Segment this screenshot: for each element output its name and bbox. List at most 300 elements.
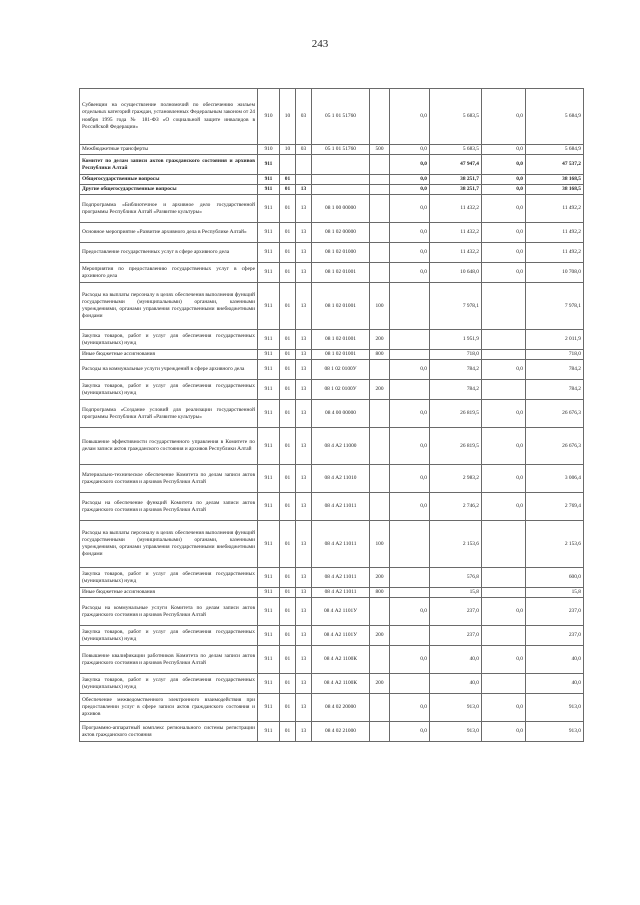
amount-cell-3: 0,0 <box>482 722 526 742</box>
amount-cell-2: 2 983,2 <box>430 465 482 493</box>
section-code-cell: 01 <box>280 598 296 626</box>
target-article-cell: 08 1 02 00000 <box>312 223 370 243</box>
target-article-cell: 08 4 А2 1101У <box>312 598 370 626</box>
amount-cell-2: 784,2 <box>430 360 482 380</box>
expense-type-cell <box>370 428 390 465</box>
section-code-cell: 01 <box>280 283 296 330</box>
amount-cell-3 <box>482 330 526 350</box>
subsection-code-cell: 13 <box>296 400 312 428</box>
expense-type-cell <box>370 223 390 243</box>
row-name-cell: Другие общегосударственные вопросы <box>80 185 258 195</box>
row-name-cell: Расходы на коммунальные услуги Комитета по делам записи актов гражданского состояния и архивов Республики Алтай <box>80 598 258 626</box>
expense-type-cell: 100 <box>370 283 390 330</box>
target-article-cell <box>312 185 370 195</box>
subsection-code-cell: 13 <box>296 568 312 588</box>
amount-cell-3 <box>482 626 526 646</box>
target-article-cell: 08 4 А2 11011 <box>312 521 370 568</box>
target-article-cell: 08 4 А2 1100К <box>312 674 370 694</box>
target-article-cell: 05 1 01 51760 <box>312 145 370 155</box>
amount-cell-4: 5 684,9 <box>526 89 584 145</box>
section-code-cell: 01 <box>280 646 296 674</box>
amount-cell-2: 11 432,2 <box>430 243 482 263</box>
amount-cell-2: 5 683,5 <box>430 89 482 145</box>
subsection-code-cell: 13 <box>296 588 312 598</box>
expense-type-cell: 800 <box>370 350 390 360</box>
subsection-code-cell: 13 <box>296 722 312 742</box>
section-code-cell: 01 <box>280 722 296 742</box>
amount-cell-4: 3 006,4 <box>526 465 584 493</box>
grbs-code-cell: 911 <box>258 598 280 626</box>
budget-table <box>79 88 584 742</box>
amount-cell-3: 0,0 <box>482 493 526 521</box>
amount-cell-1 <box>390 380 430 400</box>
amount-cell-2: 47 947,4 <box>430 155 482 175</box>
grbs-code-cell: 911 <box>258 428 280 465</box>
amount-cell-2: 913,0 <box>430 722 482 742</box>
target-article-cell: 08 1 02 0100У <box>312 380 370 400</box>
table-row <box>80 493 584 521</box>
target-article-cell: 08 1 02 0100У <box>312 360 370 380</box>
table-row <box>80 223 584 243</box>
amount-cell-1 <box>390 588 430 598</box>
target-article-cell: 08 4 А2 11011 <box>312 588 370 598</box>
amount-cell-3: 0,0 <box>482 195 526 223</box>
section-code-cell: 01 <box>280 360 296 380</box>
row-name-cell: Программно-аппаратный комплекс регионального системы регистрации актов гражданского состояния <box>80 722 258 742</box>
section-code-cell: 01 <box>280 350 296 360</box>
grbs-code-cell: 911 <box>258 185 280 195</box>
table-row <box>80 89 584 145</box>
amount-cell-3 <box>482 568 526 588</box>
amount-cell-1: 0,0 <box>390 175 430 185</box>
amount-cell-4: 913,0 <box>526 694 584 722</box>
amount-cell-1: 0,0 <box>390 243 430 263</box>
expense-type-cell <box>370 89 390 145</box>
table-row <box>80 185 584 195</box>
subsection-code-cell: 13 <box>296 360 312 380</box>
amount-cell-2: 784,2 <box>430 380 482 400</box>
expense-type-cell: 200 <box>370 330 390 350</box>
amount-cell-2: 11 432,2 <box>430 195 482 223</box>
amount-cell-3 <box>482 521 526 568</box>
amount-cell-3: 0,0 <box>482 243 526 263</box>
grbs-code-cell: 911 <box>258 588 280 598</box>
section-code-cell: 01 <box>280 330 296 350</box>
subsection-code-cell: 13 <box>296 674 312 694</box>
target-article-cell: 08 1 02 01001 <box>312 330 370 350</box>
amount-cell-1: 0,0 <box>390 155 430 175</box>
section-code-cell: 01 <box>280 568 296 588</box>
subsection-code-cell: 03 <box>296 89 312 145</box>
subsection-code-cell: 13 <box>296 380 312 400</box>
table-row <box>80 694 584 722</box>
amount-cell-2: 237,0 <box>430 626 482 646</box>
table-row <box>80 674 584 694</box>
section-code-cell: 01 <box>280 626 296 646</box>
row-name-cell: Подпрограмма «Создание условий для реализации государственной программы Республики Алтай «Развитие культуры» <box>80 400 258 428</box>
amount-cell-2: 237,0 <box>430 598 482 626</box>
grbs-code-cell: 911 <box>258 694 280 722</box>
amount-cell-2: 1 951,9 <box>430 330 482 350</box>
amount-cell-4: 237,0 <box>526 626 584 646</box>
grbs-code-cell: 911 <box>258 155 280 175</box>
subsection-code-cell <box>296 155 312 175</box>
section-code-cell: 01 <box>280 195 296 223</box>
expense-type-cell <box>370 598 390 626</box>
amount-cell-4: 5 684,9 <box>526 145 584 155</box>
grbs-code-cell: 911 <box>258 283 280 330</box>
grbs-code-cell: 911 <box>258 263 280 283</box>
expense-type-cell <box>370 722 390 742</box>
grbs-code-cell: 911 <box>258 722 280 742</box>
section-code-cell: 01 <box>280 694 296 722</box>
amount-cell-1: 0,0 <box>390 694 430 722</box>
amount-cell-4: 237,0 <box>526 598 584 626</box>
amount-cell-1: 0,0 <box>390 185 430 195</box>
table-row <box>80 380 584 400</box>
section-code-cell: 01 <box>280 175 296 185</box>
grbs-code-cell: 911 <box>258 521 280 568</box>
amount-cell-3: 0,0 <box>482 694 526 722</box>
grbs-code-cell: 911 <box>258 175 280 185</box>
subsection-code-cell: 13 <box>296 283 312 330</box>
expense-type-cell <box>370 155 390 175</box>
amount-cell-1: 0,0 <box>390 722 430 742</box>
row-name-cell: Расходы на выплаты персоналу в целях обеспечения выполнения функций государственными (муниципальными) органами, казенными учреждениями, органами управления государственными внебюджетными фондами <box>80 521 258 568</box>
amount-cell-4: 600,0 <box>526 568 584 588</box>
grbs-code-cell: 910 <box>258 89 280 145</box>
row-name-cell: Расходы на выплаты персоналу в целях обеспечения выполнения функций государственными (муниципальными) органами, казенными учреждениями, органами управления государственными внебюджетными фондами <box>80 283 258 330</box>
subsection-code-cell: 13 <box>296 185 312 195</box>
row-name-cell: Межбюджетные трансферты <box>80 145 258 155</box>
amount-cell-4: 784,2 <box>526 380 584 400</box>
target-article-cell: 08 1 02 01001 <box>312 283 370 330</box>
section-code-cell: 01 <box>280 428 296 465</box>
amount-cell-2: 38 251,7 <box>430 175 482 185</box>
amount-cell-3: 0,0 <box>482 428 526 465</box>
amount-cell-1 <box>390 568 430 588</box>
expense-type-cell: 800 <box>370 588 390 598</box>
section-code-cell: 01 <box>280 521 296 568</box>
table-row <box>80 330 584 350</box>
expense-type-cell <box>370 465 390 493</box>
table-row <box>80 626 584 646</box>
expense-type-cell <box>370 646 390 674</box>
table-row <box>80 400 584 428</box>
amount-cell-3: 0,0 <box>482 263 526 283</box>
table-row <box>80 598 584 626</box>
amount-cell-3: 0,0 <box>482 185 526 195</box>
grbs-code-cell: 911 <box>258 674 280 694</box>
amount-cell-4: 2 769,4 <box>526 493 584 521</box>
amount-cell-4: 15,8 <box>526 588 584 598</box>
target-article-cell: 08 4 А2 11011 <box>312 568 370 588</box>
expense-type-cell: 500 <box>370 145 390 155</box>
amount-cell-3: 0,0 <box>482 175 526 185</box>
page-number: 243 <box>311 38 329 50</box>
subsection-code-cell: 03 <box>296 145 312 155</box>
table-row <box>80 722 584 742</box>
expense-type-cell: 200 <box>370 674 390 694</box>
target-article-cell: 08 1 02 01001 <box>312 350 370 360</box>
amount-cell-3: 0,0 <box>482 646 526 674</box>
target-article-cell: 08 4 А2 1101У <box>312 626 370 646</box>
table-row <box>80 155 584 175</box>
amount-cell-4: 784,2 <box>526 360 584 380</box>
amount-cell-4: 26 676,3 <box>526 400 584 428</box>
grbs-code-cell: 911 <box>258 350 280 360</box>
amount-cell-1: 0,0 <box>390 145 430 155</box>
expense-type-cell: 200 <box>370 380 390 400</box>
expense-type-cell: 100 <box>370 521 390 568</box>
row-name-cell: Основное мероприятие «Развитие архивного дела в Республике Алтай» <box>80 223 258 243</box>
expense-type-cell <box>370 185 390 195</box>
grbs-code-cell: 911 <box>258 223 280 243</box>
target-article-cell: 05 1 01 51760 <box>312 89 370 145</box>
table-row <box>80 568 584 588</box>
grbs-code-cell: 911 <box>258 360 280 380</box>
section-code-cell: 01 <box>280 674 296 694</box>
section-code-cell: 10 <box>280 145 296 155</box>
amount-cell-3 <box>482 380 526 400</box>
amount-cell-2: 26 819,5 <box>430 428 482 465</box>
section-code-cell: 10 <box>280 89 296 145</box>
target-article-cell: 08 4 А2 1100К <box>312 646 370 674</box>
amount-cell-3: 0,0 <box>482 155 526 175</box>
table-row <box>80 428 584 465</box>
amount-cell-4: 11 492,2 <box>526 223 584 243</box>
expense-type-cell <box>370 493 390 521</box>
section-code-cell: 01 <box>280 223 296 243</box>
grbs-code-cell: 911 <box>258 568 280 588</box>
section-code-cell: 01 <box>280 185 296 195</box>
amount-cell-1 <box>390 626 430 646</box>
amount-cell-2: 26 819,5 <box>430 400 482 428</box>
table-row <box>80 175 584 185</box>
amount-cell-1: 0,0 <box>390 598 430 626</box>
target-article-cell: 08 4 А2 11000 <box>312 428 370 465</box>
amount-cell-3: 0,0 <box>482 145 526 155</box>
target-article-cell <box>312 155 370 175</box>
grbs-code-cell: 910 <box>258 145 280 155</box>
grbs-code-cell: 911 <box>258 380 280 400</box>
subsection-code-cell: 13 <box>296 521 312 568</box>
amount-cell-1: 0,0 <box>390 360 430 380</box>
table-row <box>80 646 584 674</box>
amount-cell-1 <box>390 283 430 330</box>
target-article-cell: 08 1 02 01001 <box>312 263 370 283</box>
amount-cell-1: 0,0 <box>390 223 430 243</box>
amount-cell-4: 2 011,9 <box>526 330 584 350</box>
table-row <box>80 588 584 598</box>
subsection-code-cell: 13 <box>296 493 312 521</box>
amount-cell-3: 0,0 <box>482 360 526 380</box>
grbs-code-cell: 911 <box>258 465 280 493</box>
section-code-cell: 01 <box>280 243 296 263</box>
table-row <box>80 521 584 568</box>
table-body <box>80 89 584 742</box>
amount-cell-2: 15,8 <box>430 588 482 598</box>
subsection-code-cell <box>296 175 312 185</box>
section-code-cell: 01 <box>280 263 296 283</box>
amount-cell-4: 40,0 <box>526 674 584 694</box>
subsection-code-cell: 13 <box>296 243 312 263</box>
expense-type-cell <box>370 400 390 428</box>
amount-cell-2: 2 153,6 <box>430 521 482 568</box>
row-name-cell: Общегосударственные вопросы <box>80 175 258 185</box>
grbs-code-cell: 911 <box>258 493 280 521</box>
expense-type-cell: 200 <box>370 568 390 588</box>
amount-cell-1 <box>390 330 430 350</box>
amount-cell-4: 38 168,5 <box>526 185 584 195</box>
amount-cell-4: 47 537,2 <box>526 155 584 175</box>
table-row <box>80 263 584 283</box>
amount-cell-3: 0,0 <box>482 598 526 626</box>
row-name-cell: Материально-техническое обеспечение Комитета по делам записи актов гражданского состояния и архивов Республики Алтай <box>80 465 258 493</box>
row-name-cell: Повышение квалификации работников Комитета по делам записи актов гражданского состояния и архивов Республики Алтай <box>80 646 258 674</box>
section-code-cell: 01 <box>280 465 296 493</box>
grbs-code-cell: 911 <box>258 646 280 674</box>
expense-type-cell: 200 <box>370 626 390 646</box>
target-article-cell: 08 4 02 21000 <box>312 722 370 742</box>
subsection-code-cell: 13 <box>296 598 312 626</box>
amount-cell-2: 40,0 <box>430 674 482 694</box>
row-name-cell: Закупка товаров, работ и услуг для обеспечения государственных (муниципальных) нужд <box>80 330 258 350</box>
amount-cell-3: 0,0 <box>482 89 526 145</box>
amount-cell-2: 2 746,2 <box>430 493 482 521</box>
amount-cell-2: 7 978,1 <box>430 283 482 330</box>
row-name-cell: Закупка товаров, работ и услуг для обеспечения государственных (муниципальных) нужд <box>80 568 258 588</box>
amount-cell-2: 40,0 <box>430 646 482 674</box>
section-code-cell <box>280 155 296 175</box>
amount-cell-3: 0,0 <box>482 465 526 493</box>
subsection-code-cell: 13 <box>296 223 312 243</box>
amount-cell-3: 0,0 <box>482 223 526 243</box>
amount-cell-1: 0,0 <box>390 89 430 145</box>
amount-cell-1 <box>390 350 430 360</box>
row-name-cell: Закупка товаров, работ и услуг для обеспечения государственных (муниципальных) нужд <box>80 674 258 694</box>
row-name-cell: Мероприятия по предоставлению государственных услуг в сфере архивного дела <box>80 263 258 283</box>
expense-type-cell <box>370 175 390 185</box>
amount-cell-2: 913,0 <box>430 694 482 722</box>
expense-type-cell <box>370 694 390 722</box>
subsection-code-cell: 13 <box>296 646 312 674</box>
table-row <box>80 283 584 330</box>
subsection-code-cell: 13 <box>296 694 312 722</box>
grbs-code-cell: 911 <box>258 330 280 350</box>
amount-cell-1: 0,0 <box>390 465 430 493</box>
amount-cell-3 <box>482 674 526 694</box>
row-name-cell: Подпрограмма «Библиотечное и архивное дело государственной программы Республики Алтай «Развитие культуры» <box>80 195 258 223</box>
target-article-cell: 08 4 А2 11011 <box>312 493 370 521</box>
amount-cell-4: 11 492,2 <box>526 243 584 263</box>
subsection-code-cell: 13 <box>296 428 312 465</box>
grbs-code-cell: 911 <box>258 195 280 223</box>
amount-cell-1 <box>390 674 430 694</box>
row-name-cell: Повышение эффективности государственного управления в Комитете по делам записи актов гражданского состояния и архивов Республики Алтай <box>80 428 258 465</box>
grbs-code-cell: 911 <box>258 243 280 263</box>
grbs-code-cell: 911 <box>258 400 280 428</box>
subsection-code-cell: 13 <box>296 330 312 350</box>
amount-cell-4: 913,0 <box>526 722 584 742</box>
section-code-cell: 01 <box>280 380 296 400</box>
amount-cell-3 <box>482 588 526 598</box>
amount-cell-4: 718,0 <box>526 350 584 360</box>
amount-cell-4: 10 708,0 <box>526 263 584 283</box>
amount-cell-2: 38 251,7 <box>430 185 482 195</box>
amount-cell-1: 0,0 <box>390 263 430 283</box>
section-code-cell: 01 <box>280 400 296 428</box>
amount-cell-1: 0,0 <box>390 428 430 465</box>
subsection-code-cell: 13 <box>296 350 312 360</box>
target-article-cell: 08 1 00 00000 <box>312 195 370 223</box>
amount-cell-2: 5 683,5 <box>430 145 482 155</box>
target-article-cell: 08 4 02 20000 <box>312 694 370 722</box>
amount-cell-4: 7 978,1 <box>526 283 584 330</box>
table-row <box>80 243 584 263</box>
amount-cell-1: 0,0 <box>390 646 430 674</box>
amount-cell-4: 11 492,2 <box>526 195 584 223</box>
amount-cell-3: 0,0 <box>482 400 526 428</box>
expense-type-cell <box>370 360 390 380</box>
amount-cell-4: 2 153,6 <box>526 521 584 568</box>
amount-cell-2: 10 648,0 <box>430 263 482 283</box>
amount-cell-4: 40,0 <box>526 646 584 674</box>
expense-type-cell <box>370 263 390 283</box>
table-row <box>80 145 584 155</box>
grbs-code-cell: 911 <box>258 626 280 646</box>
subsection-code-cell: 13 <box>296 465 312 493</box>
subsection-code-cell: 13 <box>296 195 312 223</box>
table-row <box>80 195 584 223</box>
row-name-cell: Расходы на обеспечение функций Комитета по делам записи актов гражданского состояния и архивов Республики Алтай <box>80 493 258 521</box>
table-row <box>80 360 584 380</box>
row-name-cell: Иные бюджетные ассигнования <box>80 588 258 598</box>
row-name-cell: Расходы на коммунальные услуги учреждений в сфере архивного дела <box>80 360 258 380</box>
row-name-cell: Закупка товаров, работ и услуг для обеспечения государственных (муниципальных) нужд <box>80 626 258 646</box>
row-name-cell: Обеспечение межведомственного электронного взаимодействия при предоставлении услуг в сфере записи актов гражданского состояния и архивов <box>80 694 258 722</box>
amount-cell-3 <box>482 283 526 330</box>
expense-type-cell <box>370 243 390 263</box>
amount-cell-1: 0,0 <box>390 493 430 521</box>
section-code-cell: 01 <box>280 588 296 598</box>
amount-cell-1 <box>390 521 430 568</box>
row-name-cell: Закупка товаров, работ и услуг для обеспечения государственных (муниципальных) нужд <box>80 380 258 400</box>
subsection-code-cell: 13 <box>296 626 312 646</box>
table-row <box>80 350 584 360</box>
amount-cell-2: 11 432,2 <box>430 223 482 243</box>
amount-cell-1: 0,0 <box>390 195 430 223</box>
target-article-cell <box>312 175 370 185</box>
row-name-cell: Предоставление государственных услуг в сфере архивного дела <box>80 243 258 263</box>
amount-cell-3 <box>482 350 526 360</box>
target-article-cell: 08 4 А2 11010 <box>312 465 370 493</box>
row-name-cell: Субвенции на осуществление полномочий по обеспечению жильем отдельных категорий граждан, установленных Федеральным законом от 24 ноября 1995 года № 181-ФЗ «О социальной защите инвалидов в Российской Федерации» <box>80 89 258 145</box>
expense-type-cell <box>370 195 390 223</box>
table-row <box>80 465 584 493</box>
amount-cell-4: 38 168,5 <box>526 175 584 185</box>
amount-cell-1: 0,0 <box>390 400 430 428</box>
target-article-cell: 08 1 02 01000 <box>312 243 370 263</box>
amount-cell-2: 718,0 <box>430 350 482 360</box>
amount-cell-2: 576,8 <box>430 568 482 588</box>
subsection-code-cell: 13 <box>296 263 312 283</box>
row-name-cell: Комитет по делам записи актов гражданского состояния и архивов Республики Алтай <box>80 155 258 175</box>
section-code-cell: 01 <box>280 493 296 521</box>
target-article-cell: 08 4 00 00000 <box>312 400 370 428</box>
row-name-cell: Иные бюджетные ассигнования <box>80 350 258 360</box>
amount-cell-4: 26 676,3 <box>526 428 584 465</box>
